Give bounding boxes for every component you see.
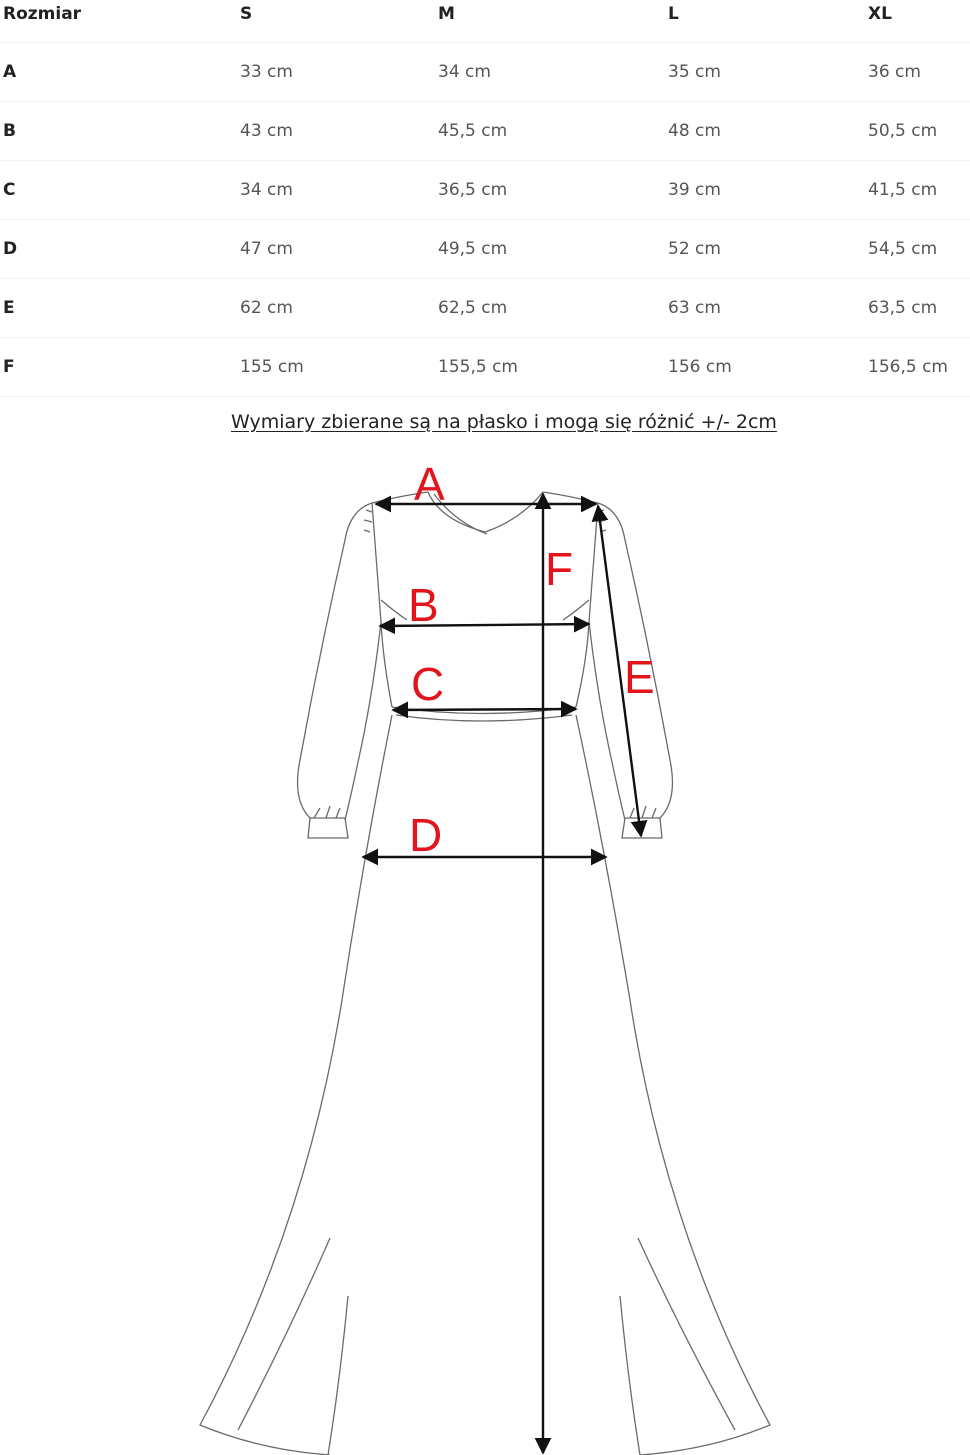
table-cell: 41,5 cm bbox=[868, 180, 938, 200]
table-cell: 49,5 cm bbox=[438, 239, 508, 259]
table-cell: 39 cm bbox=[668, 180, 721, 200]
label-c: C bbox=[411, 658, 445, 710]
row-label: E bbox=[3, 298, 15, 318]
table-cell: 63 cm bbox=[668, 298, 721, 318]
table-cell: 34 cm bbox=[438, 62, 491, 82]
row-label: D bbox=[3, 239, 18, 259]
header-cell: XL bbox=[868, 4, 892, 24]
label-e: E bbox=[624, 651, 655, 703]
label-d: D bbox=[409, 809, 443, 861]
table-cell: 48 cm bbox=[668, 121, 721, 141]
table-cell: 54,5 cm bbox=[868, 239, 938, 259]
header-cell: M bbox=[438, 4, 455, 24]
table-cell: 36 cm bbox=[868, 62, 921, 82]
table-cell: 45,5 cm bbox=[438, 121, 508, 141]
table-cell: 35 cm bbox=[668, 62, 721, 82]
table-cell: 33 cm bbox=[240, 62, 293, 82]
table-cell: 47 cm bbox=[240, 239, 293, 259]
table-cell: 155,5 cm bbox=[438, 357, 518, 377]
table-row bbox=[0, 102, 970, 161]
size-table bbox=[0, 0, 970, 397]
table-cell: 156 cm bbox=[668, 357, 732, 377]
table-cell: 52 cm bbox=[668, 239, 721, 259]
header-cell: L bbox=[668, 4, 679, 24]
table-cell: 62 cm bbox=[240, 298, 293, 318]
measurement-arrows bbox=[363, 494, 641, 1453]
table-row bbox=[0, 338, 970, 397]
table-cell: 36,5 cm bbox=[438, 180, 508, 200]
table-header-row bbox=[0, 0, 970, 43]
dress-diagram bbox=[0, 440, 970, 1455]
table-row bbox=[0, 161, 970, 220]
measurement-note: Wymiary zbierane są na płasko i mogą się różnić +/- 2cm bbox=[231, 411, 777, 433]
table-row bbox=[0, 43, 970, 102]
label-f: F bbox=[545, 543, 574, 595]
table-cell: 62,5 cm bbox=[438, 298, 508, 318]
row-label: F bbox=[3, 357, 15, 377]
table-cell: 43 cm bbox=[240, 121, 293, 141]
table-cell: 63,5 cm bbox=[868, 298, 938, 318]
dress-outline bbox=[200, 492, 770, 1455]
table-cell: 34 cm bbox=[240, 180, 293, 200]
label-a: A bbox=[414, 458, 445, 510]
table-cell: 155 cm bbox=[240, 357, 304, 377]
table-row bbox=[0, 220, 970, 279]
label-b: B bbox=[408, 579, 439, 631]
header-cell: Rozmiar bbox=[3, 4, 82, 24]
header-cell: S bbox=[240, 4, 253, 24]
table-cell: 50,5 cm bbox=[868, 121, 938, 141]
row-label: A bbox=[3, 62, 17, 82]
row-label: C bbox=[3, 180, 16, 200]
table-row bbox=[0, 279, 970, 338]
table-cell: 156,5 cm bbox=[868, 357, 948, 377]
row-label: B bbox=[3, 121, 16, 141]
